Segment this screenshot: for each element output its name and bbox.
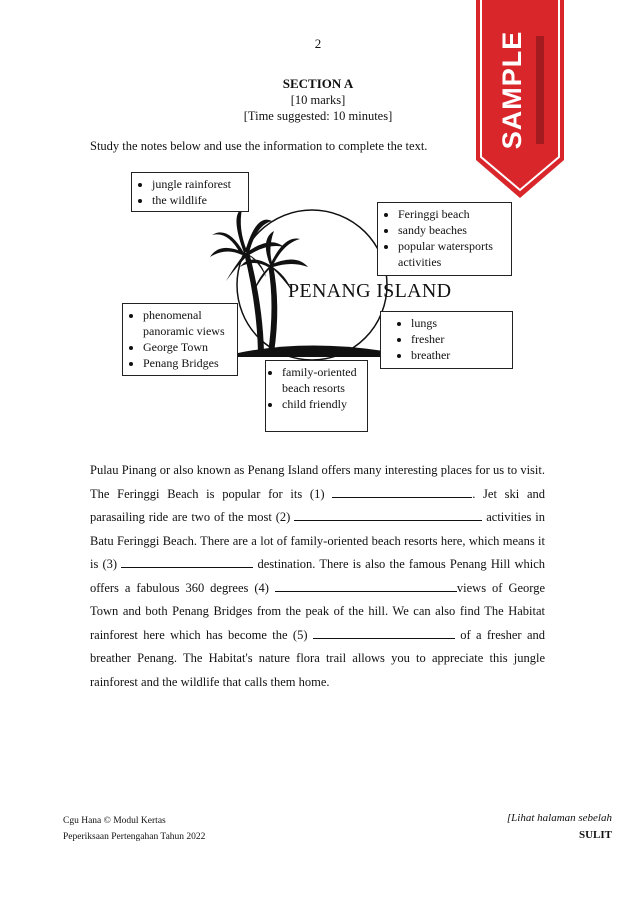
- paragraph-text: views of George Town and both Penang Bridges from the peak of the hill. We can also find The Habitat rainforest here which has become the (5): [90, 580, 545, 642]
- note-item: • Penang Bridges: [143, 355, 231, 371]
- footer-credit: Cgu Hana © Modul Kertas: [63, 816, 166, 826]
- note-item: • lungs: [411, 315, 506, 331]
- note-item: • the wildlife: [152, 192, 242, 208]
- note-box-top-right: [377, 202, 512, 276]
- footer-next-page: [Lihat halaman sebelah: [506, 812, 612, 824]
- sample-watermark-text: SAMPLE: [497, 30, 528, 150]
- section-title: SECTION A: [282, 76, 354, 91]
- palm-trunk-right: [268, 265, 277, 353]
- footer-exam-name: Peperiksaan Pertengahan Tahun 2022: [63, 832, 206, 842]
- footer-classification: SULIT: [578, 829, 612, 841]
- note-box-top-left: [131, 172, 249, 212]
- paragraph-text: activities in Batu Feringgi Beach. There are a lot of family-oriented beach resorts here, which means it is (3): [90, 510, 546, 571]
- instruction-text: Study the notes below and use the information to complete the text.: [90, 139, 428, 153]
- section-marks: [10 marks]: [290, 93, 346, 107]
- paragraph-text: Pulau Pinang or also known as Penang Island offers many interesting places for us to visit. The Feringgi Beach is popular for its (1): [90, 463, 545, 501]
- note-item: • George Town: [143, 339, 231, 355]
- note-item: • popular watersports activities: [398, 238, 505, 270]
- note-item: • Feringgi beach: [398, 206, 505, 222]
- answer-blank-5[interactable]: [313, 625, 455, 639]
- note-item: • phenomenal panoramic views: [143, 307, 231, 339]
- paragraph-text: of a fresher and breather Penang. The Habitat's nature flora trail allows you to appreciate this jungle rainforest and the wildlife that calls them home.: [90, 627, 545, 689]
- diagram-title: PENANG ISLAND: [288, 280, 452, 302]
- answer-blank-1[interactable]: [332, 484, 472, 498]
- page-number: 2: [314, 36, 322, 51]
- note-box-bottom: [265, 360, 368, 432]
- answer-blank-4[interactable]: [275, 578, 457, 592]
- note-box-mid-left: [122, 303, 238, 376]
- note-item: • fresher: [411, 331, 506, 347]
- paragraph-text: destination. There is also the famous Penang Hill which offers a fabulous 360 degrees (4): [90, 557, 546, 595]
- section-time: [Time suggested: 10 minutes]: [243, 109, 393, 123]
- note-box-mid-right: [380, 311, 513, 369]
- gap-fill-paragraph: [90, 459, 545, 694]
- note-item: • sandy beaches: [398, 222, 505, 238]
- answer-blank-2[interactable]: [294, 507, 482, 521]
- note-item: • jungle rainforest: [152, 176, 242, 192]
- answer-blank-3[interactable]: [121, 554, 253, 568]
- sample-watermark: [474, 0, 566, 200]
- note-item: • child friendly: [282, 396, 361, 412]
- note-item: • family-oriented beach resorts: [282, 364, 361, 396]
- note-item: • breather: [411, 347, 506, 363]
- paragraph-text: . Jet ski and parasailing ride are two of the most (2): [90, 486, 545, 524]
